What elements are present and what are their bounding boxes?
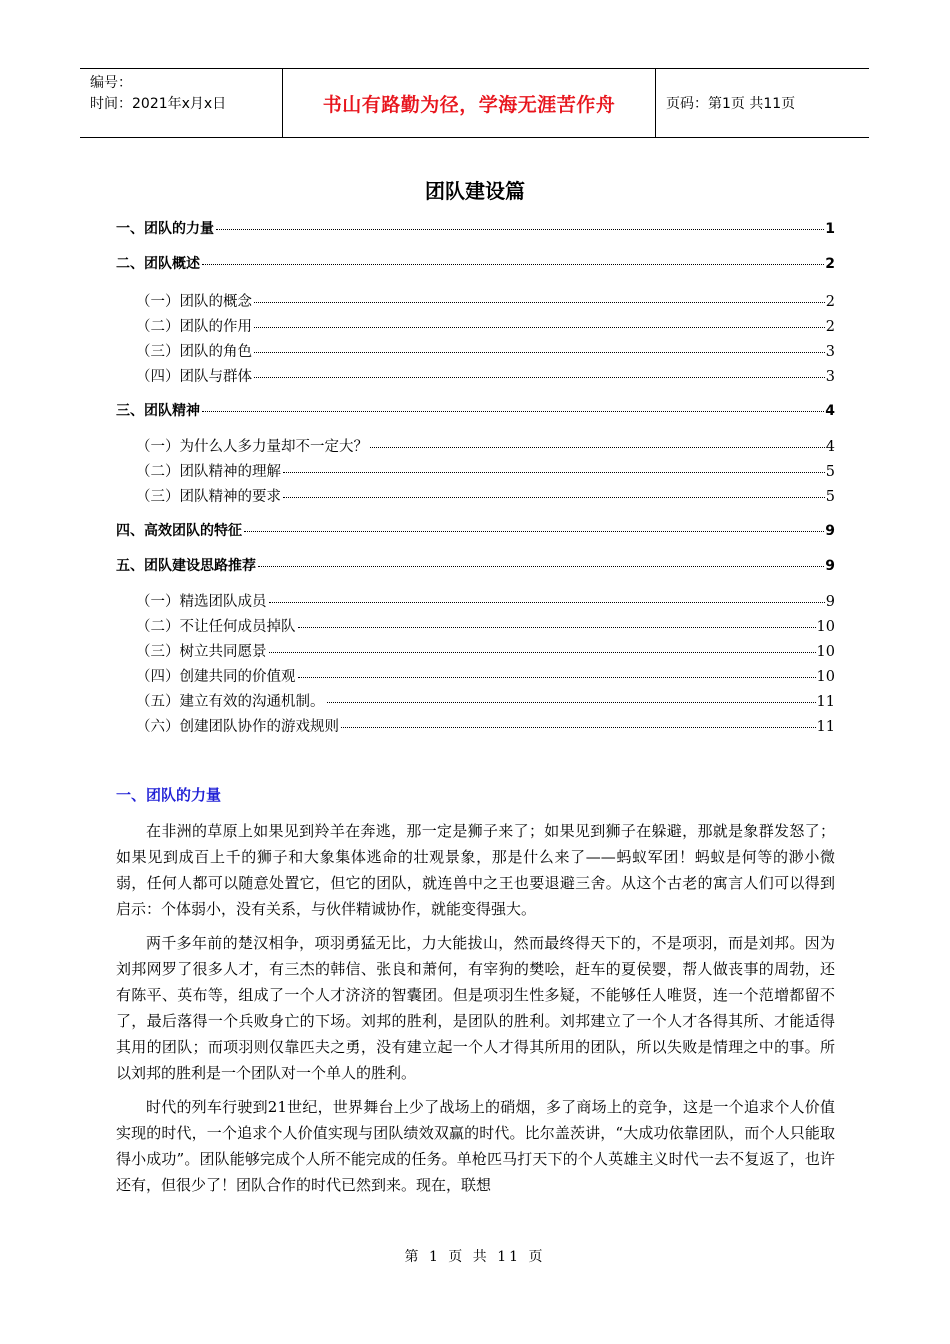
toc-entry-page: 1 [825, 221, 835, 237]
toc-entry-page: 10 [816, 669, 835, 685]
page-footer: 第 1 页 共 11 页 [404, 1249, 546, 1265]
toc-entry[interactable] [116, 218, 835, 238]
toc-entry-label: 三、团队精神 [116, 403, 200, 419]
toc-entry-label: 五、团队建设思路推荐 [116, 558, 256, 574]
toc-entry-page: 10 [816, 644, 835, 660]
toc-entry[interactable] [116, 290, 835, 311]
body-text [116, 818, 835, 1206]
toc-entry-page: 11 [816, 719, 835, 735]
toc-leader-dots [341, 727, 816, 728]
toc-leader-dots [283, 497, 825, 498]
toc-leader-dots [298, 677, 816, 678]
toc-leader-dots [269, 602, 825, 603]
toc-entry-label: 二、团队概述 [116, 256, 200, 272]
toc-entry[interactable] [116, 435, 835, 456]
toc-entry-page: 9 [825, 558, 835, 574]
toc-leader-dots [244, 531, 824, 532]
toc-entry[interactable] [116, 485, 835, 506]
header-table [80, 68, 869, 138]
header-meta [80, 69, 282, 137]
toc-leader-dots [254, 302, 825, 303]
header-motto: 书山有路勤为径，学海无涯苦作舟 [282, 69, 656, 137]
toc-entry[interactable] [116, 400, 835, 420]
toc-entry-label: （五）建立有效的沟通机制。 [136, 694, 325, 710]
toc-leader-dots [216, 229, 824, 230]
toc-entry-label: （一）团队的概念 [136, 294, 252, 310]
toc-entry-label: （三）树立共同愿景 [136, 644, 267, 660]
toc-entry-page: 5 [825, 489, 835, 505]
paragraph: 两千多年前的楚汉相争，项羽勇猛无比，力大能拔山，然而最终得天下的，不是项羽，而是刘邦。因为刘邦网罗了很多人才，有三杰的韩信、张良和萧何，有宰狗的樊哙，赶车的夏侯婴，帮人做丧事的周勃，还有陈平、英布等，组成了一个人才济济的智囊团。但是项羽生性多疑，不能够任人唯贤，连一个范增都留不了，最后落得一个兵败身亡的下场。刘邦的胜利，是团队的胜利。刘邦建立了一个人才各得其所、才能适得其用的团队；而项羽则仅靠匹夫之勇，没有建立起一个人才得其所用的团队，所以失败是情理之中的事。所以刘邦的胜利是一个团队对一个单人的胜利。 [116, 934, 835, 1082]
toc-leader-dots [254, 352, 825, 353]
toc-entry-page: 4 [825, 439, 835, 455]
toc-entry-page: 9 [825, 523, 835, 539]
toc-entry-page: 11 [816, 694, 835, 710]
number-label: 编号： [90, 75, 132, 91]
toc-leader-dots [254, 377, 825, 378]
toc-leader-dots [370, 447, 825, 448]
toc-entry-page: 2 [825, 319, 835, 335]
toc-entry[interactable] [116, 715, 835, 736]
toc-leader-dots [298, 627, 816, 628]
header-page-info: 页码：第1页 共11页 [666, 96, 796, 112]
toc-entry-label: （一）精选团队成员 [136, 594, 267, 610]
toc-leader-dots [269, 652, 816, 653]
paragraph: 时代的列车行驶到21世纪，世界舞台上少了战场上的硝烟，多了商场上的竞争，这是一个追求个人价值实现的时代，一个追求个人价值实现与团队绩效双赢的时代。比尔盖茨讲，“大成功依靠团队，而个人只能取得小成功”。团队能够完成个人所不能完成的任务。单枪匹马打天下的个人英雄主义时代一去不复返了，也许还有，但很少了！团队合作的时代已然到来。现在，联想 [116, 1098, 835, 1194]
toc-entry-label: （二）不让任何成员掉队 [136, 619, 296, 635]
toc-leader-dots [258, 566, 824, 567]
toc-entry-label: （三）团队的角色 [136, 344, 252, 360]
toc-entry[interactable] [116, 365, 835, 386]
toc-entry-page: 5 [825, 464, 835, 480]
toc-entry-page: 4 [825, 403, 835, 419]
toc-entry-page: 3 [825, 369, 835, 385]
toc-entry-label: （四）团队与群体 [136, 369, 252, 385]
toc-entry[interactable] [116, 590, 835, 611]
toc-entry-label: （二）团队的作用 [136, 319, 252, 335]
toc-entry-label: （三）团队精神的要求 [136, 489, 281, 505]
toc-entry[interactable] [116, 615, 835, 636]
toc-entry[interactable] [116, 315, 835, 336]
toc-leader-dots [254, 327, 825, 328]
date-label: 时间：2021年x月x日 [90, 96, 227, 112]
section-heading: 一、团队的力量 [116, 786, 222, 804]
toc-entry[interactable] [116, 340, 835, 361]
toc-entry-page: 9 [825, 594, 835, 610]
toc-entry[interactable] [116, 690, 835, 711]
toc-entry-label: （二）团队精神的理解 [136, 464, 281, 480]
toc-leader-dots [283, 472, 825, 473]
toc-leader-dots [202, 411, 824, 412]
toc-entry-label: （一）为什么人多力量却不一定大？ [136, 439, 368, 455]
toc-entry-page: 10 [816, 619, 835, 635]
toc-entry[interactable] [116, 253, 835, 273]
toc-entry[interactable] [116, 640, 835, 661]
toc-entry-label: （四）创建共同的价值观 [136, 669, 296, 685]
toc-entry-label: 四、高效团队的特征 [116, 523, 242, 539]
document-title: 团队建设篇 [425, 179, 525, 203]
toc-entry-page: 2 [825, 256, 835, 272]
paragraph: 在非洲的草原上如果见到羚羊在奔逃，那一定是狮子来了；如果见到狮子在躲避，那就是象群发怒了；如果见到成百上千的狮子和大象集体逃命的壮观景象，那是什么来了——蚂蚁军团！蚂蚁是何等的渺小微弱，任何人都可以随意处置它，但它的团队，就连兽中之王也要退避三舍。从这个古老的寓言人们可以得到启示：个体弱小，没有关系，与伙伴精诚协作，就能变得强大。 [116, 822, 835, 918]
toc-entry-page: 2 [825, 294, 835, 310]
toc-entry-label: 一、团队的力量 [116, 221, 214, 237]
toc-entry[interactable] [116, 520, 835, 540]
toc-entry[interactable] [116, 665, 835, 686]
toc-entry-label: （六）创建团队协作的游戏规则 [136, 719, 339, 735]
toc-entry[interactable] [116, 555, 835, 575]
toc-entry-page: 3 [825, 344, 835, 360]
toc-leader-dots [202, 264, 824, 265]
toc-entry[interactable] [116, 460, 835, 481]
toc-leader-dots [327, 702, 816, 703]
